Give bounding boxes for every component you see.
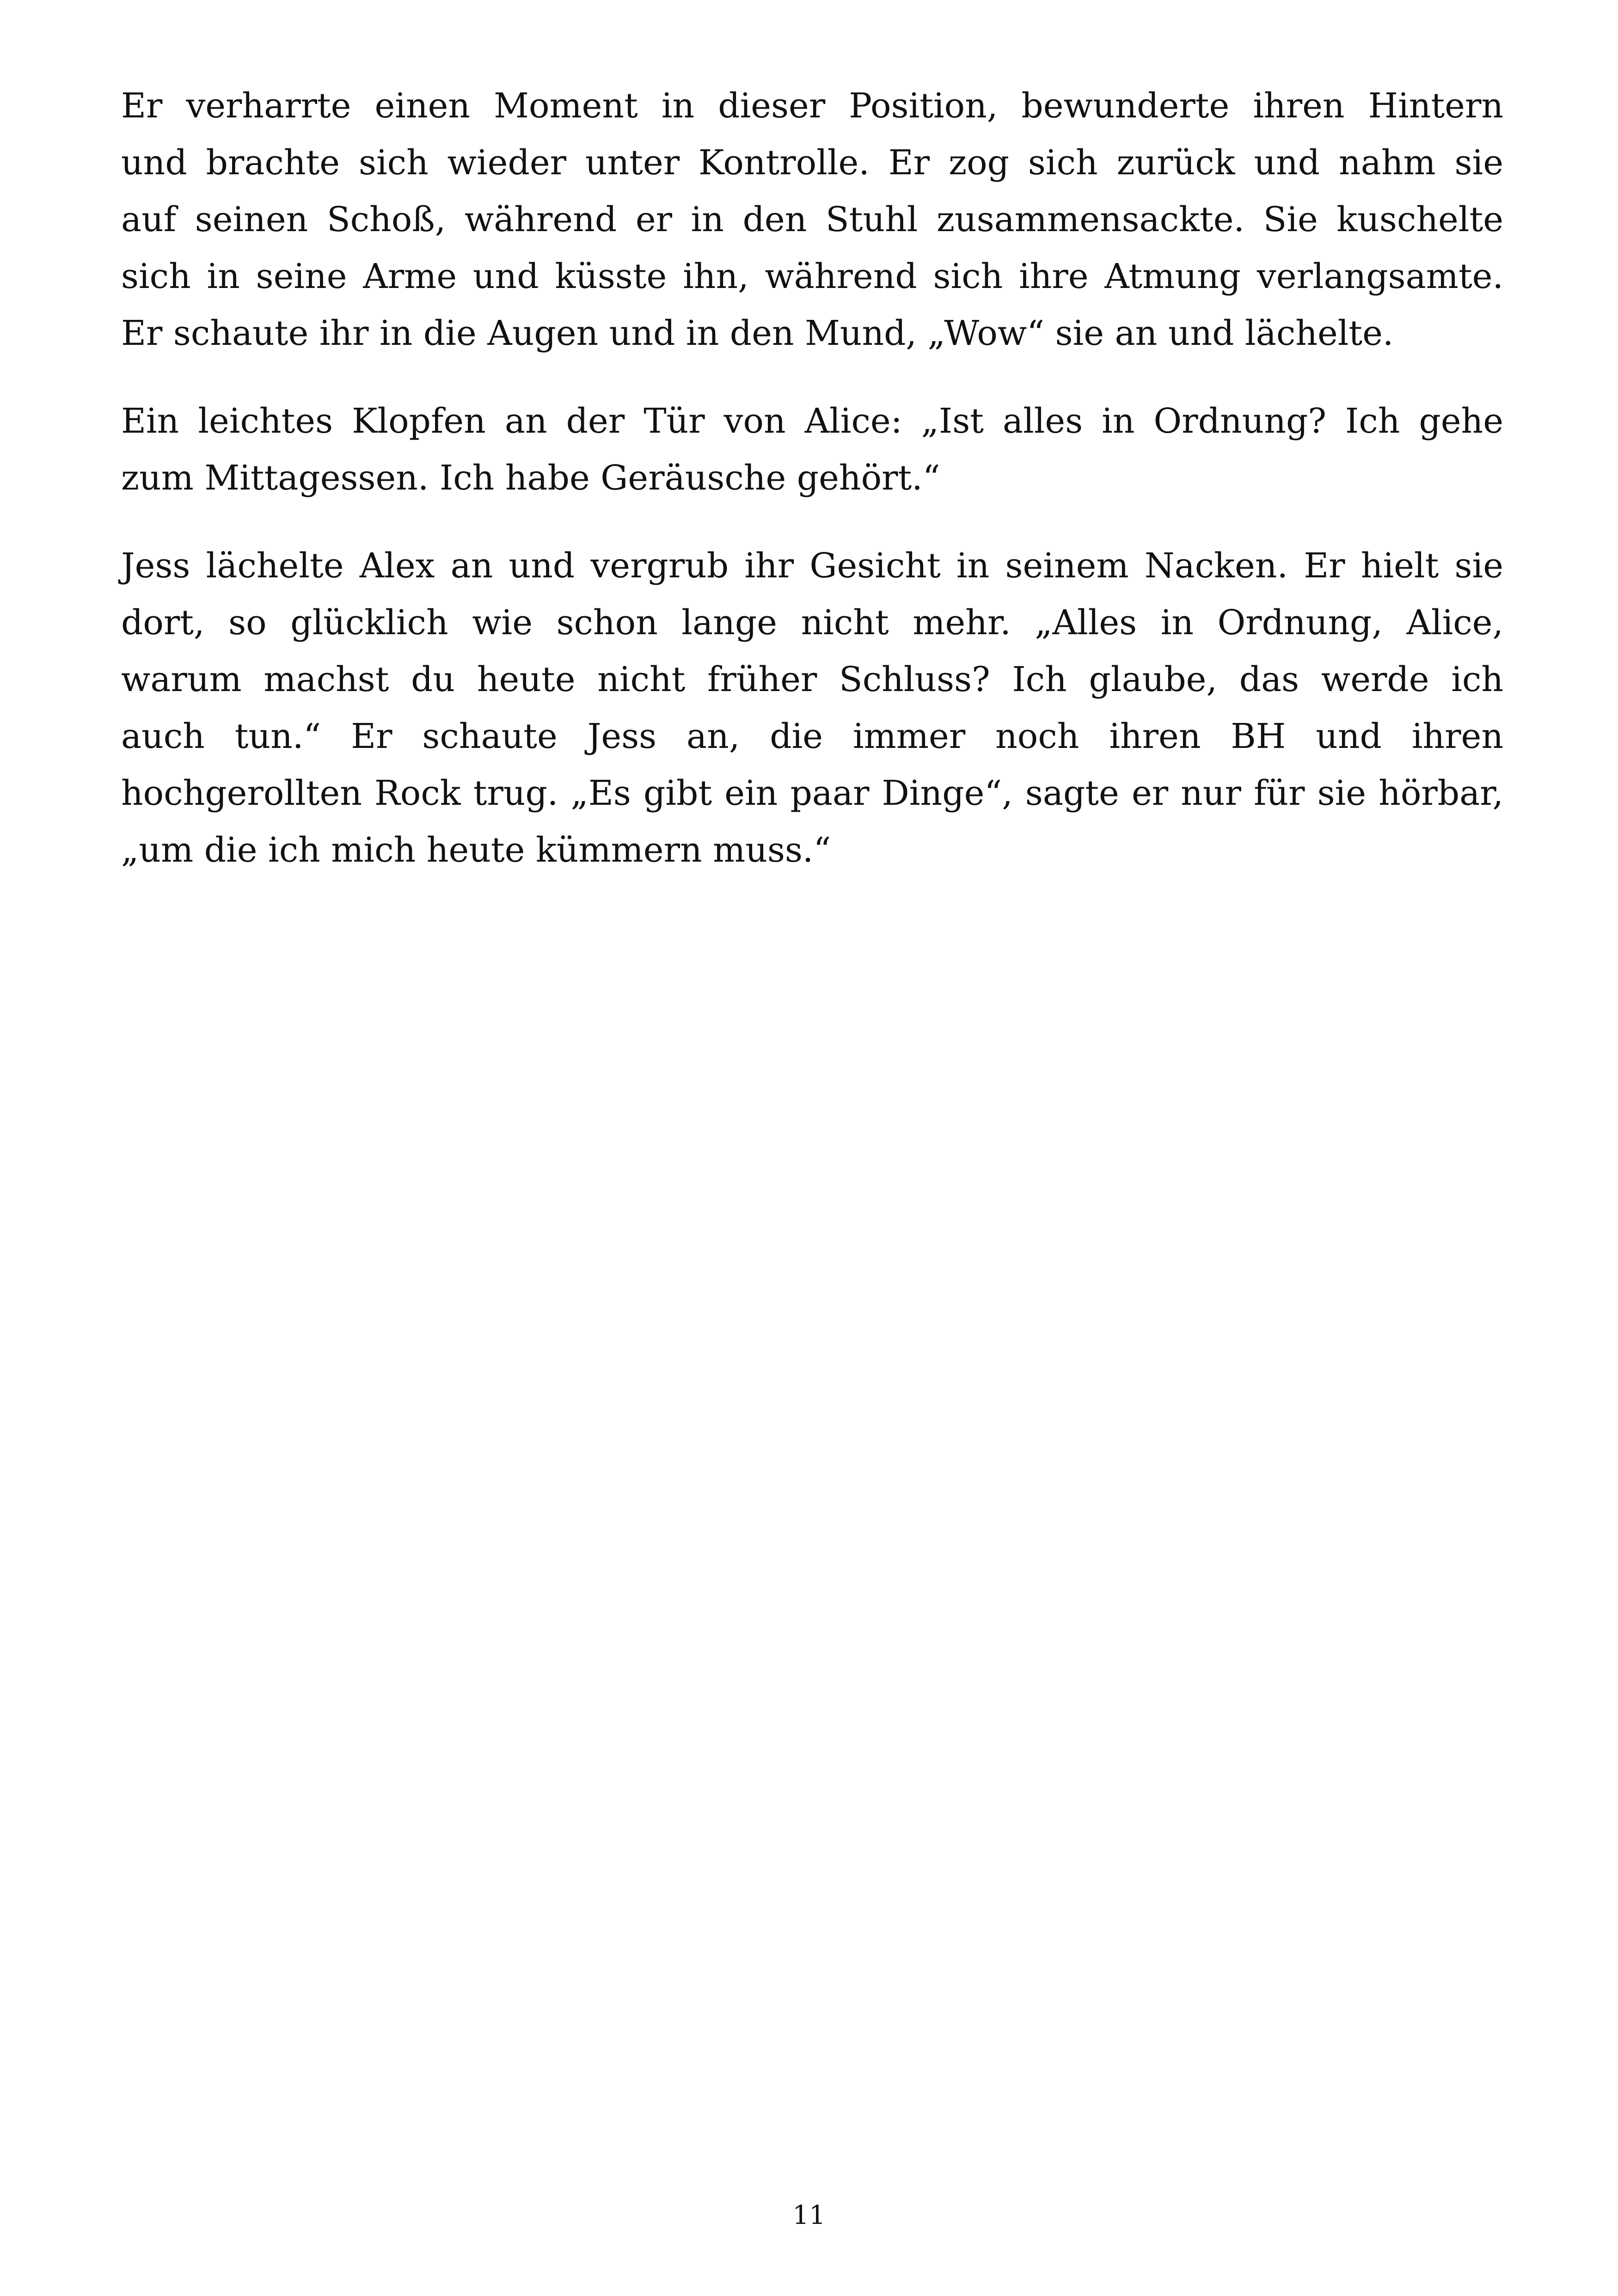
- text-line: warum machst du heute nicht früher Schluss? Ich glaube, das werde ich: [121, 660, 1503, 699]
- text-line: Ein leichtes Klopfen an der Tür von Alice: „Ist alles in Ordnung? Ich gehe: [121, 401, 1503, 441]
- text-line: auf seinen Schoß, während er in den Stuhl zusammensackte. Sie kuschelte: [121, 200, 1503, 239]
- text-line: dort, so glücklich wie schon lange nicht mehr. „Alles in Ordnung, Alice,: [121, 603, 1503, 643]
- text-line: hochgerollten Rock trug. „Es gibt ein paar Dinge“, sagte er nur für sie hörbar,: [121, 773, 1503, 813]
- paragraph-2: [121, 393, 1503, 507]
- body-text: [121, 78, 1503, 910]
- paragraph-3: [121, 538, 1503, 879]
- text-line: und brachte sich wieder unter Kontrolle. Er zog sich zurück und nahm sie: [121, 143, 1503, 183]
- text-line: „um die ich mich heute kümmern muss.“: [121, 830, 831, 870]
- text-line: Jess lächelte Alex an und vergrub ihr Gesicht in seinem Nacken. Er hielt sie: [121, 546, 1503, 586]
- page-number: 11: [792, 2200, 826, 2230]
- text-line: sich in seine Arme und küsste ihn, während sich ihre Atmung verlangsamte.: [121, 257, 1503, 296]
- paragraph-1: [121, 78, 1503, 362]
- text-line: Er schaute ihr in die Augen und in den Mund, „Wow“ sie an und lächelte.: [121, 313, 1394, 353]
- text-line: auch tun.“ Er schaute Jess an, die immer noch ihren BH und ihren: [121, 716, 1503, 756]
- text-line: Er verharrte einen Moment in dieser Position, bewunderte ihren Hintern: [121, 86, 1503, 126]
- text-line: zum Mittagessen. Ich habe Geräusche gehört.“: [121, 458, 940, 498]
